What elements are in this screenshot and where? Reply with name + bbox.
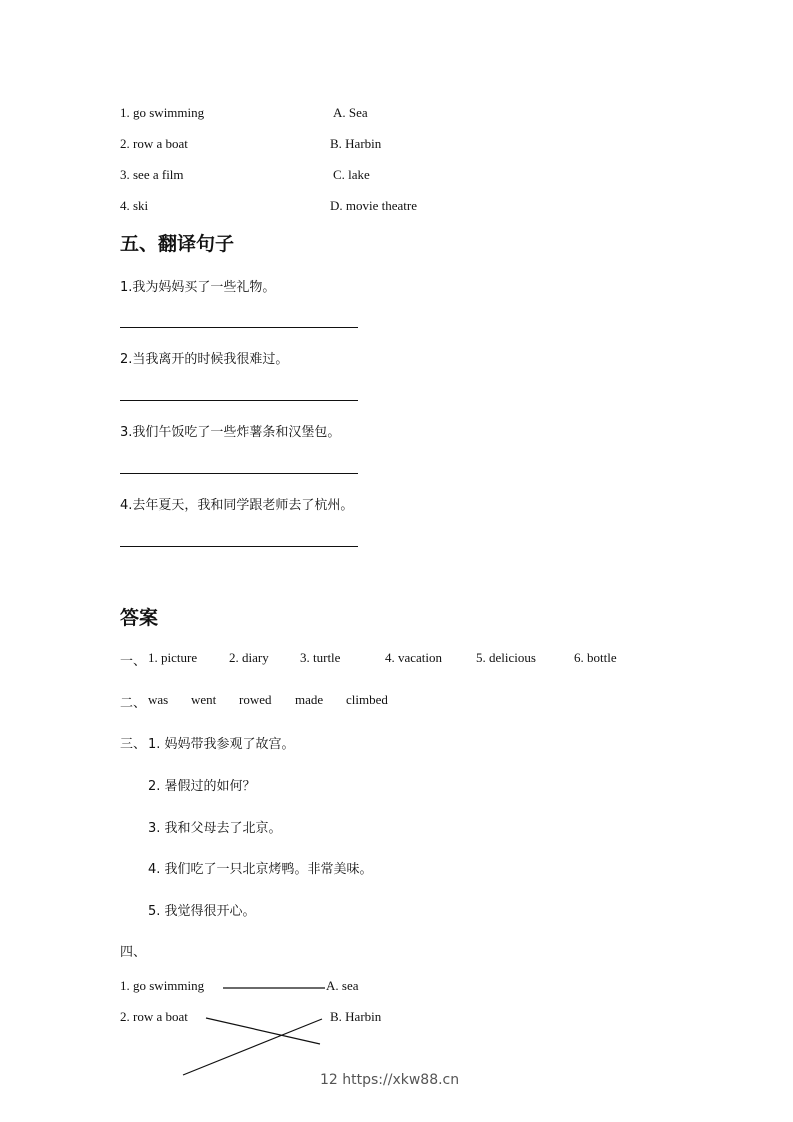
section5-title: 五、翻译句子 [120,233,235,255]
answers-part4-right-b: B. Harbin [330,1009,382,1024]
answers-part4-right-a: A. sea [326,978,359,993]
match-left-1: 1. go swimming [120,105,205,120]
translate-item-2: 2.当我离开的时候我很难过。 [120,352,289,367]
match-right-b: B. Harbin [330,136,382,151]
page-footer: 12 https://xkw88.cn [320,1072,460,1088]
answers-part3-item: 4. 我们吃了一只北京烤鸭。非常美味。 [148,862,373,877]
match-right-a: A. Sea [333,105,368,120]
answers-part3-prefix: 三、 [120,737,147,752]
match-left-2: 2. row a boat [120,136,188,151]
match-left-4: 4. ski [120,198,149,213]
match-line-3 [183,1019,322,1075]
answers-part4-left-1: 1. go swimming [120,978,205,993]
translate-item-3: 3.我们午饭吃了一些炸薯条和汉堡包。 [120,425,341,440]
answers-part1-item: 5. delicious [476,650,536,665]
answers-part3-item: 2. 暑假过的如何？ [148,779,256,794]
answers-part2-item: was [148,692,169,707]
answers-part1-prefix: 一、 [120,654,147,669]
translate-item-1: 1.我为妈妈买了一些礼物。 [120,280,276,295]
answers-part1-item: 3. turtle [300,650,341,665]
match-left-3: 3. see a film [120,167,184,182]
match-right-d: D. movie theatre [330,198,417,213]
match-right-c: C. lake [333,167,370,182]
answers-part2-prefix: 二、 [120,696,147,711]
answers-part2-item: made [295,692,324,707]
answers-part3-item: 5. 我觉得很开心。 [148,904,256,919]
match-line-2 [206,1018,320,1044]
answers-part4-left-2: 2. row a boat [120,1009,188,1024]
answers-part1-item: 2. diary [229,650,269,665]
answers-part1-item: 6. bottle [574,650,617,665]
answers-part4-prefix: 四、 [120,945,147,960]
answers-part3-item: 3. 我和父母去了北京。 [148,821,282,836]
answers-part1-item: 4. vacation [385,650,443,665]
answers-part2-item: rowed [239,692,272,707]
answers-title: 答案 [120,607,159,629]
answers-part2-item: climbed [346,692,388,707]
answers-part1-item: 1. picture [148,650,198,665]
answers-part2-item: went [191,692,217,707]
answers-part3-item: 1. 妈妈带我参观了故宫。 [148,737,295,752]
translate-item-4: 4.去年夏天，我和同学跟老师去了杭州。 [120,498,354,513]
